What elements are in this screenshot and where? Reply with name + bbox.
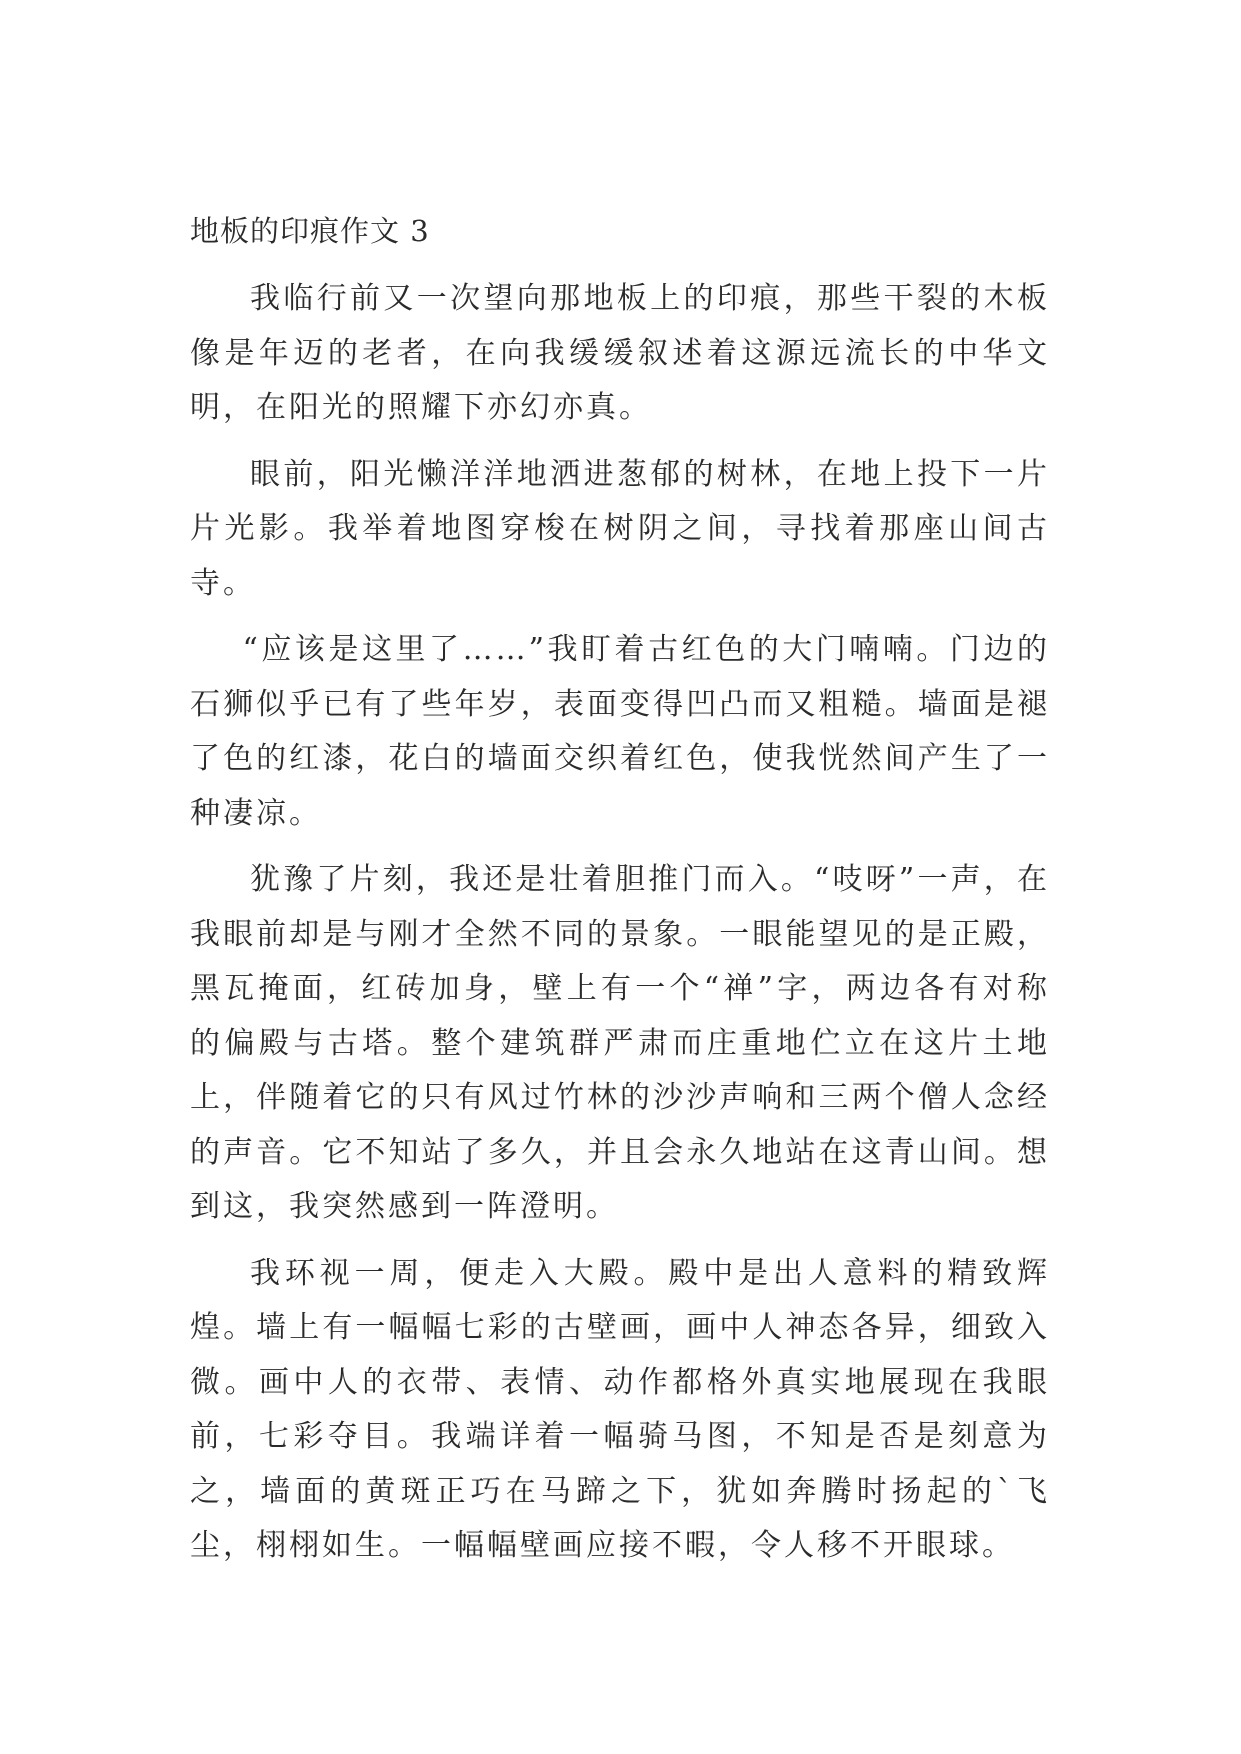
document-body bbox=[190, 212, 1050, 1586]
paragraph-3: “应该是这里了……”我盯着古红色的大门喃喃。门边的石狮似乎已有了些年岁，表面变得凹凸而又粗糙。墙面是褪了色的红漆，花白的墙面交织着红色，使我恍然间产生了一种凄凉。 bbox=[190, 632, 1050, 831]
paragraph-4: 犹豫了片刻，我还是壮着胆推门而入。“吱呀”一声，在我眼前却是与刚才全然不同的景象。一眼能望见的是正殿，黑瓦掩面，红砖加身，壁上有一个“禅”字，两边各有对称的偏殿与古塔。整个建筑群严肃而庄重地伫立在这片土地上，伴随着它的只有风过竹林的沙沙声响和三两个僧人念经的声音。它不知站了多久，并且会永久地站在这青山间。想到这，我突然感到一阵澄明。 bbox=[190, 862, 1050, 1224]
paragraph-2: 眼前，阳光懒洋洋地洒进葱郁的树林，在地上投下一片片光影。我举着地图穿梭在树阴之间，寻找着那座山间古寺。 bbox=[190, 456, 1050, 601]
paragraph-5: 我环视一周，便走入大殿。殿中是出人意料的精致辉煌。墙上有一幅幅七彩的古壁画，画中人神态各异，细致入微。画中人的衣带、表情、动作都格外真实地展现在我眼前，七彩夺目。我端详着一幅骑马图，不知是否是刻意为之，墙面的黄斑正巧在马蹄之下，犹如奔腾时扬起的`飞尘，栩栩如生。一幅幅壁画应接不暇，令人移不开眼球。 bbox=[190, 1255, 1050, 1563]
paragraph-1: 我临行前又一次望向那地板上的印痕，那些干裂的木板像是年迈的老者，在向我缓缓叙述着这源远流长的中华文明，在阳光的照耀下亦幻亦真。 bbox=[190, 281, 1050, 425]
document-title: 地板的印痕作文 3 bbox=[190, 214, 430, 248]
